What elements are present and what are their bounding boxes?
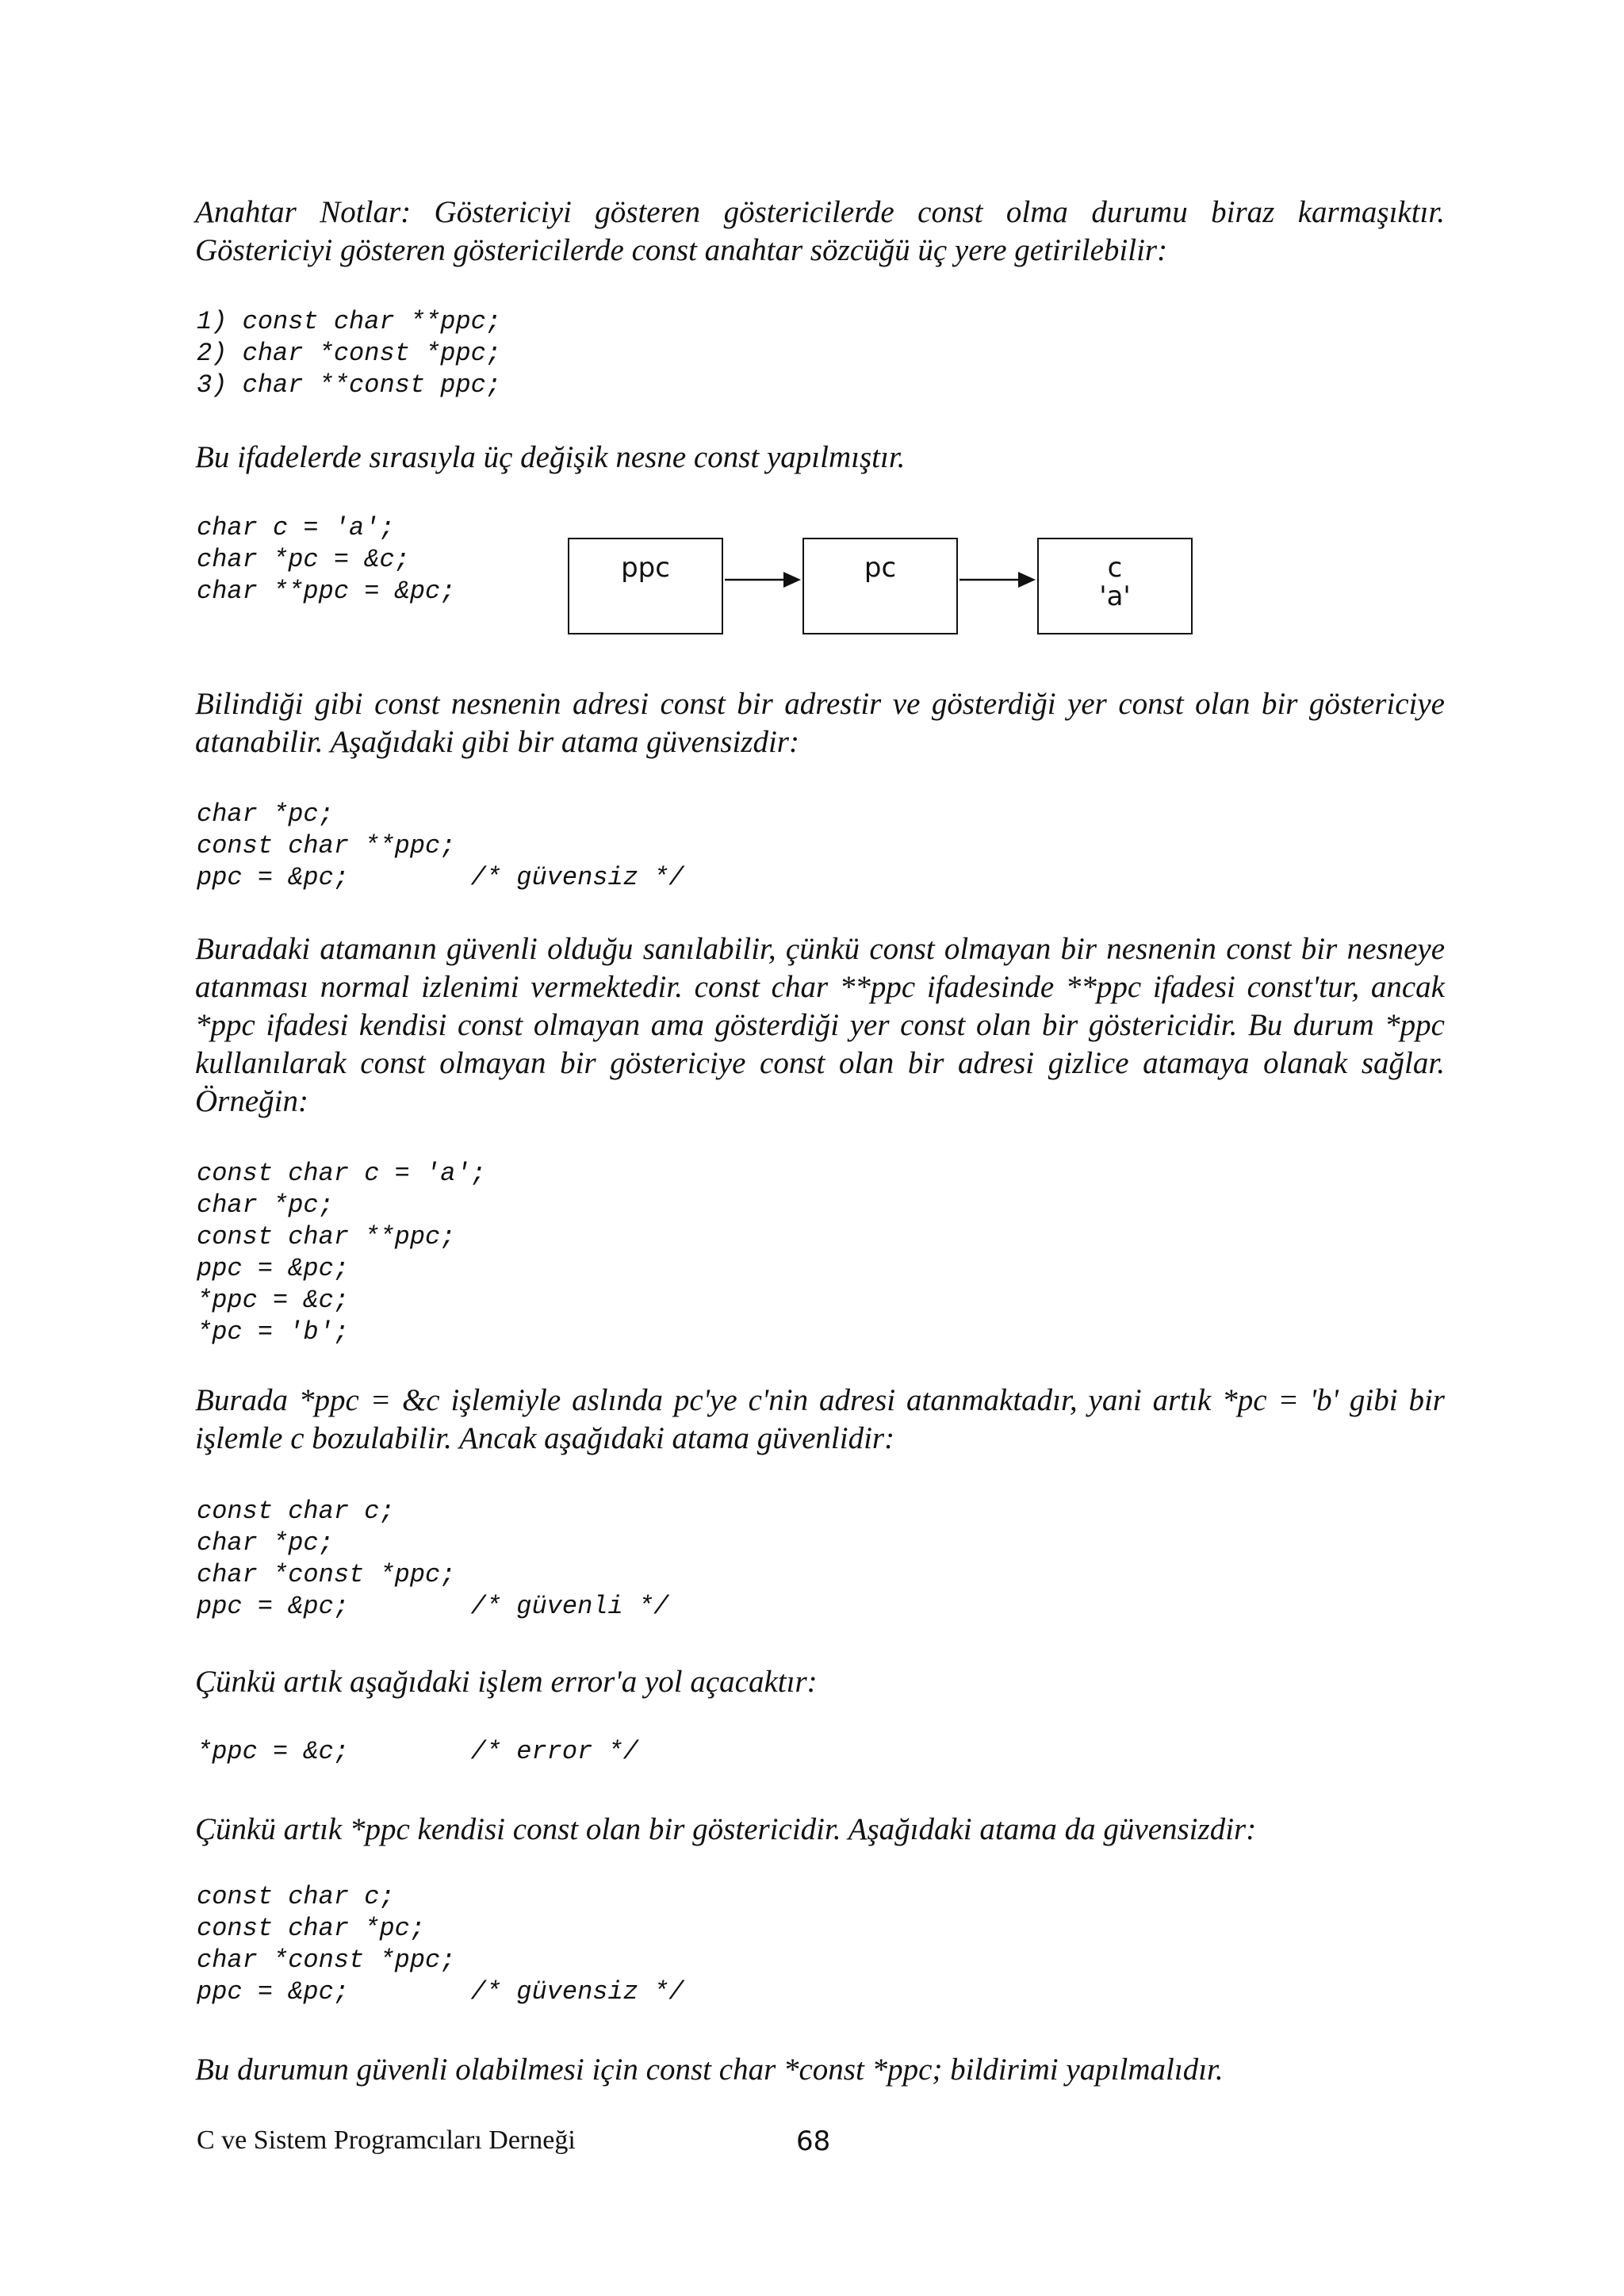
code-block-safe: const char c; char *pc; char *const *ppc; ppc = &pc; /* güvenli */ — [197, 1497, 669, 1621]
code-block-declarations: char c = 'a'; char *pc = &c; char **ppc = &pc; — [197, 513, 456, 606]
code-block-unsafe-1: char *pc; const char **ppc; ppc = &pc; /* güvensiz */ — [197, 799, 684, 892]
paragraph-explanation: Buradaki atamanın güvenli olduğu sanılabilir, çünkü const olmayan bir nesnenin const bir nesneye atanması normal izlenimi vermektedir. const char **ppc ifadesinde **ppc ifadesi const'tur, ancak *ppc ifadesi kendisi const olmayan ama gösterdiği yer const olan bir göstericidir. Bu durum *ppc kullanılarak const olmayan bir göstericiye const olan bir adresi gizlice atamaya olanak sağlar. Örneğin: — [195, 932, 1445, 1118]
paragraph-because-error: Çünkü artık aşağıdaki işlem error'a yol açacaktır: — [195, 1665, 818, 1699]
diagram-label-pc: pc — [864, 552, 897, 584]
paragraph-const-address: Bilindiği gibi const nesnenin adresi const bir adrestir ve gösterdiği yer const olan bir göstericiye atanabilir. Aşağıdaki gibi bir atama güvensizdir: — [195, 687, 1445, 759]
code-block-unsafe-2: const char c; const char *pc; char *const *ppc; ppc = &pc; /* güvensiz */ — [197, 1882, 684, 2007]
paragraph-three-objects: Bu ifadelerde sırasıyla üç değişik nesne const yapılmıştır. — [195, 440, 906, 474]
page-number: 68 — [796, 2125, 831, 2157]
diagram-box-ppc — [568, 538, 723, 634]
diagram-label-c: c — [1107, 552, 1123, 584]
paragraph-here: Burada *ppc = &c işlemiyle aslında pc'ye c'nin adresi atanmaktadır, yani artık *pc = 'b' gibi bir işlemle c bozulabilir. Ancak aşağıdaki atama güvenlidir: — [195, 1383, 1445, 1455]
paragraph-because-const: Çünkü artık *ppc kendisi const olan bir göstericidir. Aşağıdaki atama da güvensizdir: — [195, 1812, 1257, 1846]
paragraph-key-notes: Anahtar Notlar: Göstericiyi gösteren göstericilerde const olma durumu biraz karmaşıktır. Göstericiyi gösteren göstericilerde const anahtar sözcüğü üç yere getirilebilir: — [195, 195, 1445, 267]
diagram-label-ppc: ppc — [621, 552, 670, 584]
code-block-example: const char c = 'a'; char *pc; const char **ppc; ppc = &pc; *ppc = &c; *pc = 'b'; — [197, 1159, 486, 1347]
footer-organization: C ve Sistem Programcıları Derneği — [197, 2125, 576, 2155]
code-block-const-positions: 1) const char **ppc; 2) char *const *ppc; 3) char **const ppc; — [197, 307, 502, 400]
diagram-box-pc — [802, 538, 958, 634]
code-block-error: *ppc = &c; /* error */ — [197, 1737, 638, 1766]
paragraph-conclusion: Bu durumun güvenli olabilmesi için const char *const *ppc; bildirimi yapılmalıdır. — [195, 2053, 1224, 2087]
diagram-box-c — [1037, 538, 1193, 634]
diagram-value-a: 'a' — [1099, 581, 1131, 612]
